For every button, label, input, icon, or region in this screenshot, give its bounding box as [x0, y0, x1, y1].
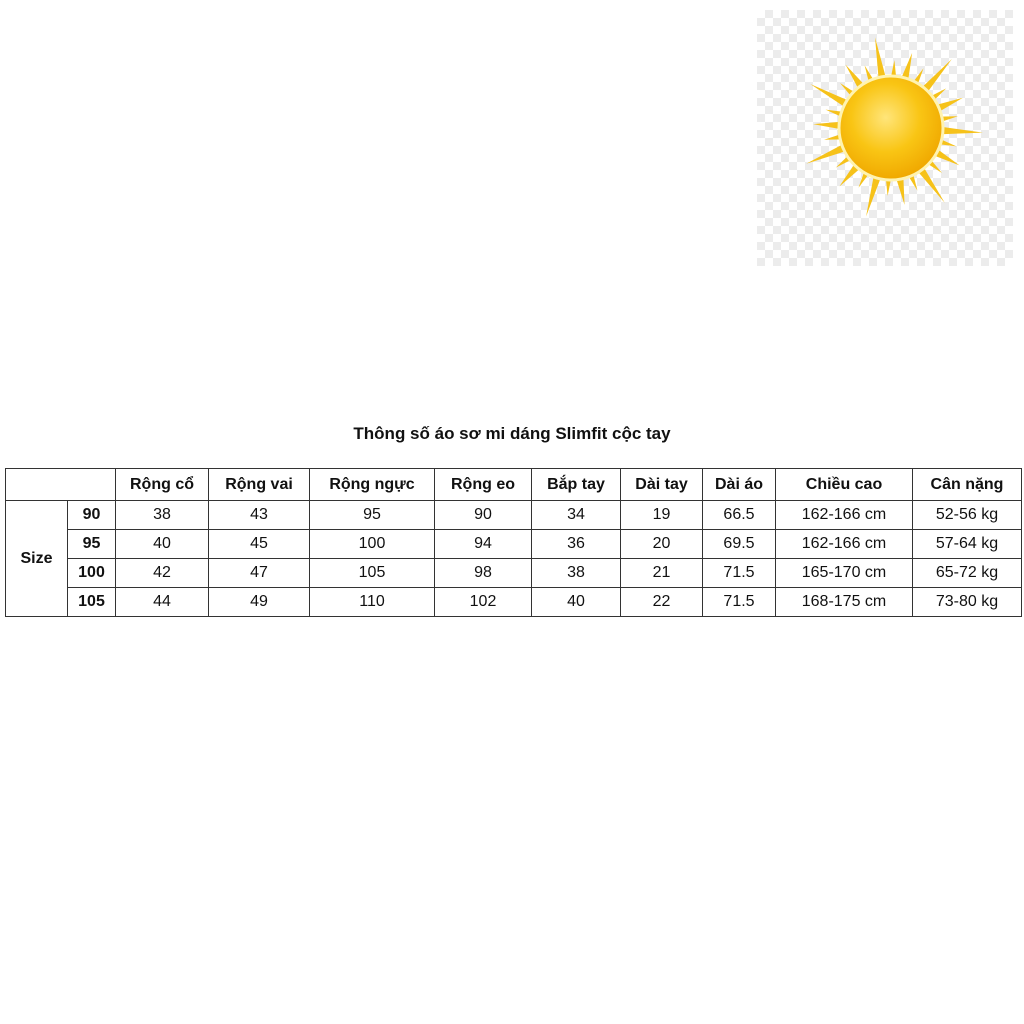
table-cell: 40	[116, 530, 209, 559]
column-header: Rộng ngực	[310, 469, 435, 501]
table-cell: 20	[621, 530, 703, 559]
column-header: Dài áo	[703, 469, 776, 501]
sun-ray	[810, 84, 849, 107]
table-cell: 165-170 cm	[776, 559, 913, 588]
table-row	[6, 588, 1022, 617]
table-cell: 43	[209, 501, 310, 530]
column-header: Bắp tay	[532, 469, 621, 501]
table-cell: 168-175 cm	[776, 588, 913, 617]
table-cell: 66.5	[703, 501, 776, 530]
table-title: Thông số áo sơ mi dáng Slimfit cộc tay	[353, 424, 671, 443]
table-row	[6, 530, 1022, 559]
table-cell: 90	[435, 501, 532, 530]
header-row	[6, 469, 1022, 501]
size-cell: 105	[68, 588, 116, 617]
size-chart-table	[5, 468, 1022, 617]
sun-icon	[757, 10, 1013, 266]
header-corner-cell	[6, 469, 116, 501]
table-cell: 71.5	[703, 559, 776, 588]
table-cell: 65-72 kg	[913, 559, 1022, 588]
table-cell: 45	[209, 530, 310, 559]
table-cell: 21	[621, 559, 703, 588]
table-cell: 162-166 cm	[776, 501, 913, 530]
table-cell: 52-56 kg	[913, 501, 1022, 530]
table-cell: 44	[116, 588, 209, 617]
table-row	[6, 559, 1022, 588]
column-header: Rộng eo	[435, 469, 532, 501]
size-cell: 100	[68, 559, 116, 588]
sun-ray	[813, 122, 841, 129]
table-cell: 40	[532, 588, 621, 617]
table-cell: 102	[435, 588, 532, 617]
table-row	[6, 501, 1022, 530]
table-cell: 95	[310, 501, 435, 530]
table-cell: 162-166 cm	[776, 530, 913, 559]
column-header: Cân nặng	[913, 469, 1022, 501]
size-cell: 90	[68, 501, 116, 530]
column-header: Chiều cao	[776, 469, 913, 501]
table-cell: 22	[621, 588, 703, 617]
sun-image	[757, 10, 1013, 266]
table-cell: 100	[310, 530, 435, 559]
sun-ray	[866, 175, 881, 217]
table-cell: 49	[209, 588, 310, 617]
table-cell: 105	[310, 559, 435, 588]
table-cell: 57-64 kg	[913, 530, 1022, 559]
table-cell: 38	[116, 501, 209, 530]
table-cell: 110	[310, 588, 435, 617]
table-cell: 36	[532, 530, 621, 559]
row-header-label: Size	[6, 501, 68, 617]
column-header: Dài tay	[621, 469, 703, 501]
sun-disc	[839, 76, 943, 180]
table-cell: 34	[532, 501, 621, 530]
size-cell: 95	[68, 530, 116, 559]
table-cell: 98	[435, 559, 532, 588]
sun-ray	[806, 144, 846, 164]
sun-ray	[875, 37, 886, 79]
column-header: Rộng cổ	[116, 469, 209, 501]
table-cell: 73-80 kg	[913, 588, 1022, 617]
table-cell: 19	[621, 501, 703, 530]
table-cell: 94	[435, 530, 532, 559]
sun-ray	[941, 127, 983, 134]
table-cell: 71.5	[703, 588, 776, 617]
column-header: Rộng vai	[209, 469, 310, 501]
table-cell: 38	[532, 559, 621, 588]
table-cell: 69.5	[703, 530, 776, 559]
table-cell: 47	[209, 559, 310, 588]
table-cell: 42	[116, 559, 209, 588]
